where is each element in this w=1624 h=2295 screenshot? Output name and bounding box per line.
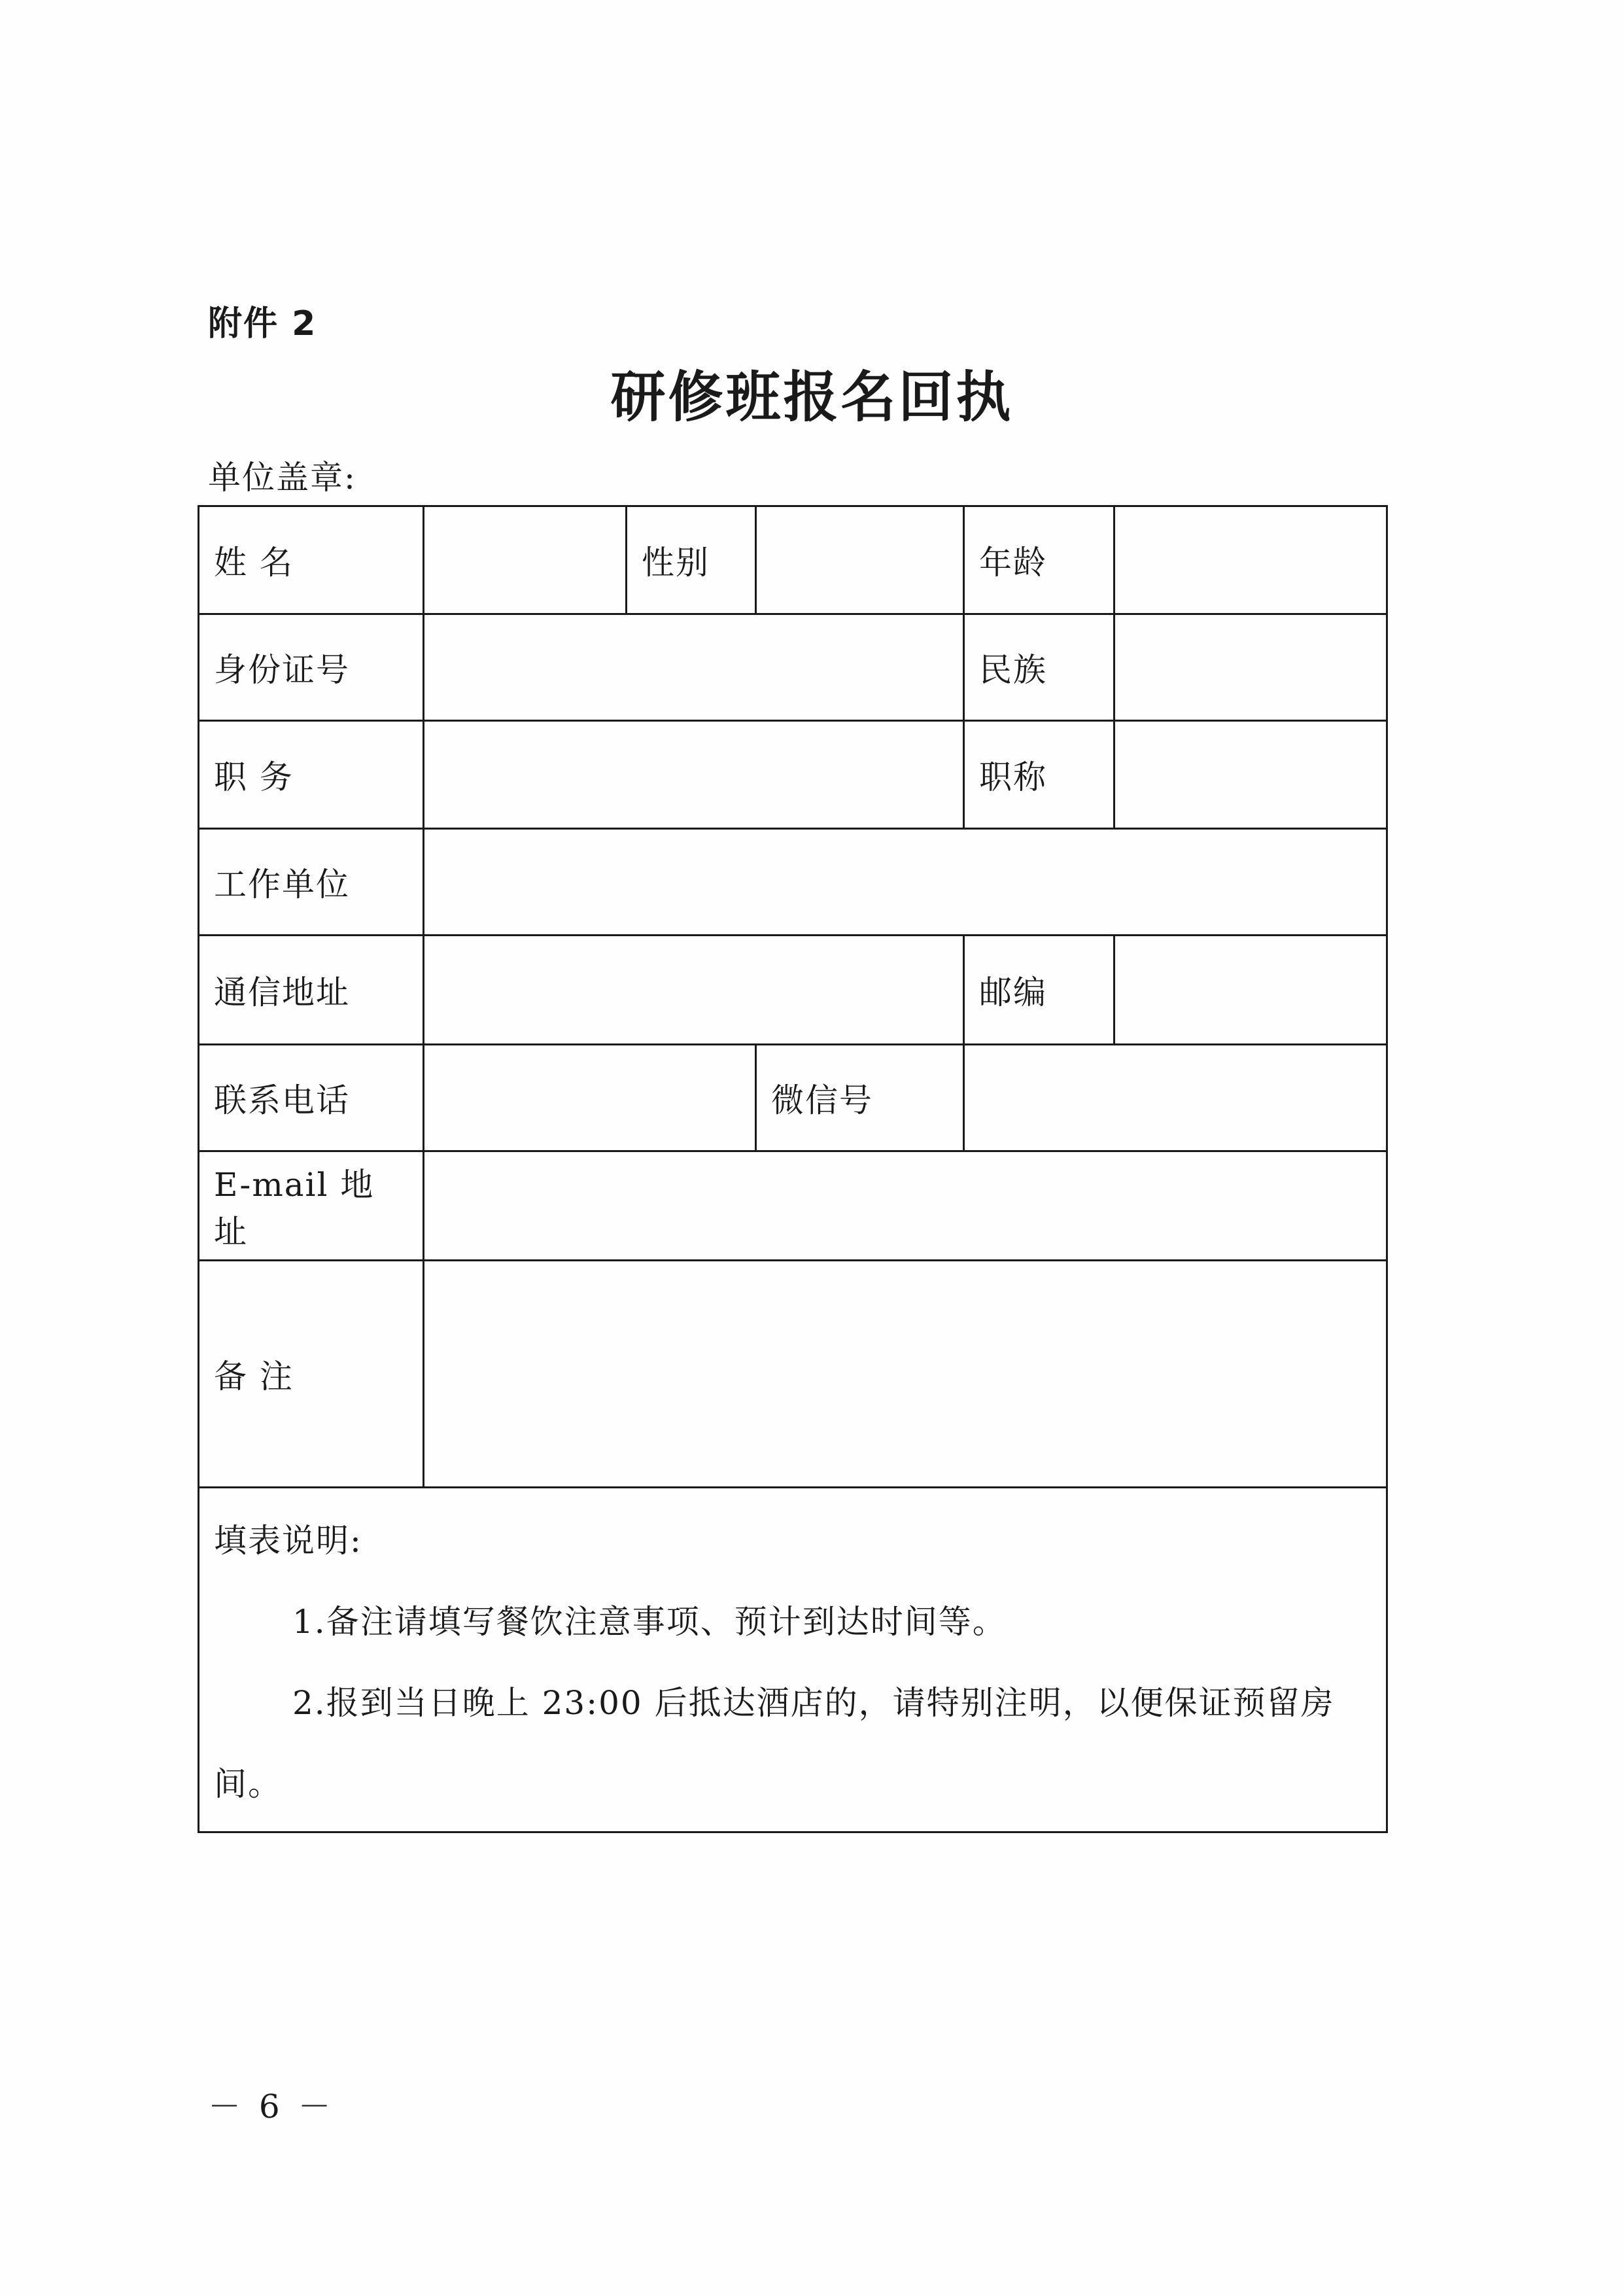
position-label: 职 务 <box>199 721 424 829</box>
postcode-label: 邮编 <box>964 936 1114 1045</box>
unit-seal-label: 单位盖章: <box>208 459 356 497</box>
address-field[interactable] <box>424 936 964 1045</box>
employer-field[interactable] <box>424 829 1387 936</box>
age-label: 年龄 <box>964 506 1114 614</box>
instructions-title: 填表说明: <box>214 1522 362 1560</box>
address-label: 通信地址 <box>199 936 424 1045</box>
table-row <box>199 829 1387 936</box>
id-number-field[interactable] <box>424 614 964 721</box>
employer-label: 工作单位 <box>199 829 424 936</box>
professional-title-label: 职称 <box>964 721 1114 829</box>
page-number: － 6 － <box>208 2088 335 2126</box>
remarks-label: 备 注 <box>199 1261 424 1488</box>
attachment-label: 附件 2 <box>208 304 317 343</box>
ethnicity-field[interactable] <box>1114 614 1387 721</box>
instruction-item: 2.报到当日晚上 23:00 后抵达酒店的，请特别注明，以便保证预留房间。 <box>214 1684 1335 1803</box>
instruction-item: 1.备注请填写餐饮注意事项、预计到达时间等。 <box>292 1603 1007 1641</box>
age-field[interactable] <box>1114 506 1387 614</box>
email-label: E-mail 地址 <box>199 1151 424 1261</box>
name-label: 姓 名 <box>199 506 424 614</box>
instructions-cell <box>199 1488 1387 1832</box>
phone-field[interactable] <box>424 1045 756 1151</box>
table-row <box>199 614 1387 721</box>
wechat-label: 微信号 <box>756 1045 964 1151</box>
remarks-field[interactable] <box>424 1261 1387 1488</box>
gender-label: 性别 <box>627 506 756 614</box>
wechat-field[interactable] <box>964 1045 1387 1151</box>
gender-field[interactable] <box>756 506 964 614</box>
table-row <box>199 1488 1387 1832</box>
postcode-field[interactable] <box>1114 936 1387 1045</box>
table-row <box>199 721 1387 829</box>
table-row <box>199 936 1387 1045</box>
position-field[interactable] <box>424 721 964 829</box>
phone-label: 联系电话 <box>199 1045 424 1151</box>
id-number-label: 身份证号 <box>199 614 424 721</box>
table-row <box>199 1151 1387 1261</box>
name-field[interactable] <box>424 506 627 614</box>
professional-title-field[interactable] <box>1114 721 1387 829</box>
registration-form-table <box>198 505 1388 1833</box>
table-row <box>199 1045 1387 1151</box>
table-row <box>199 506 1387 614</box>
table-row <box>199 1261 1387 1488</box>
email-field[interactable] <box>424 1151 1387 1261</box>
form-title: 研修班报名回执 <box>610 364 1014 429</box>
ethnicity-label: 民族 <box>964 614 1114 721</box>
